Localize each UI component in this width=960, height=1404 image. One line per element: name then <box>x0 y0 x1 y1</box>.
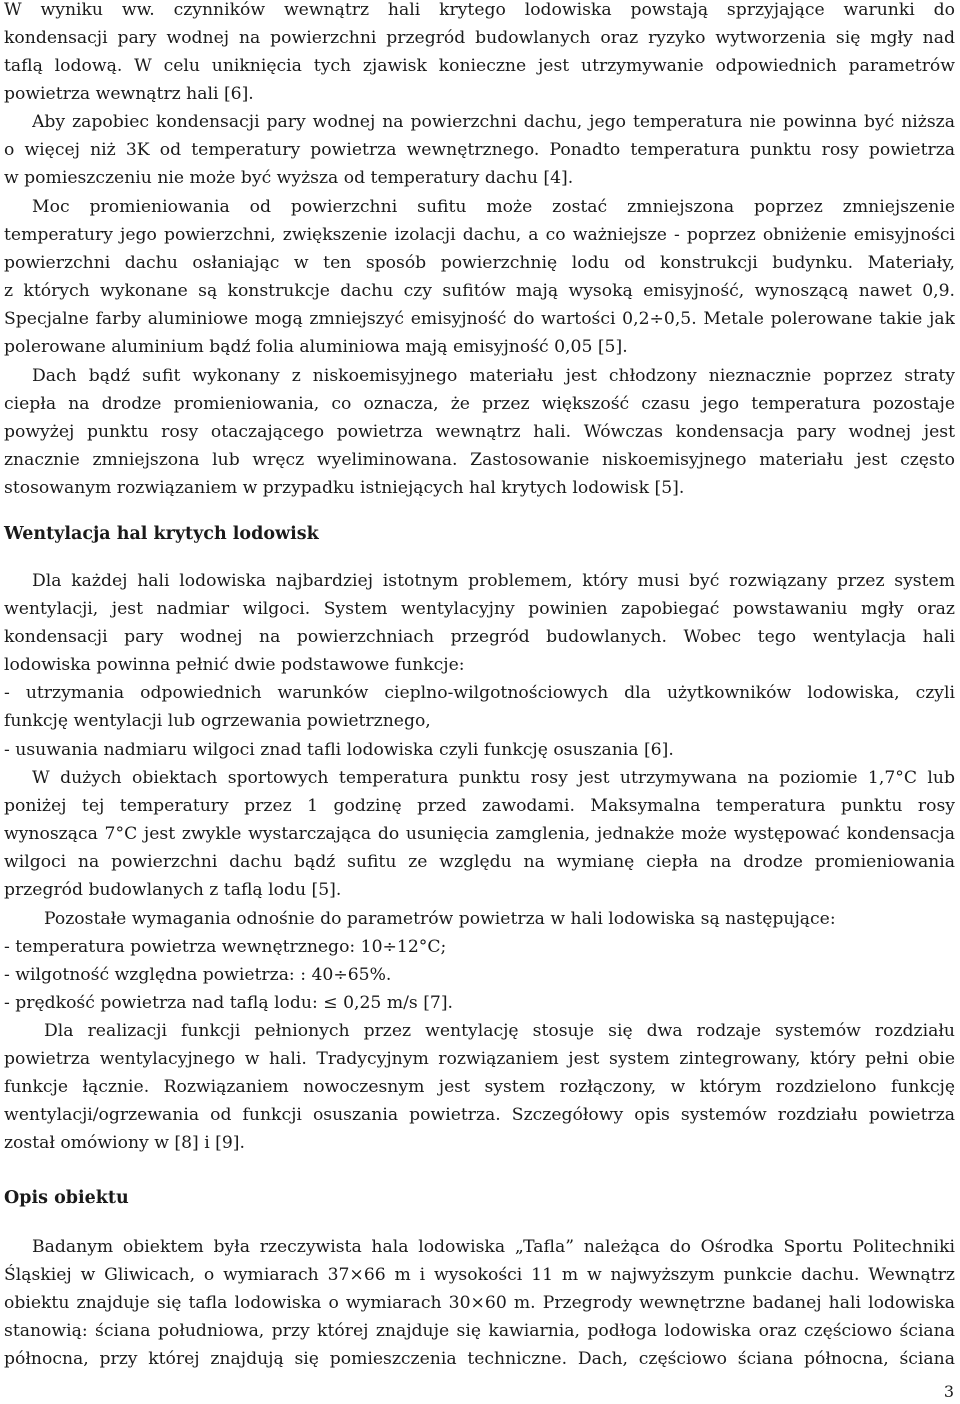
text-line: - temperatura powietrza wewnętrznego: 10÷12°C; <box>4 937 447 957</box>
text-line: funkcje łącznie. Rozwiązaniem nowoczesnym jest system rozłączony, w którym rozdzielono funkcję <box>4 1077 955 1097</box>
text-line: obiektu znajduje się tafla lodowiska o wymiarach 30×60 m. Przegrody wewnętrzne badanej hali lodowiska <box>4 1293 955 1313</box>
text-line: funkcję wentylacji lub ogrzewania powietrznego, <box>4 711 431 731</box>
text-line: został omówiony w [8] i [9]. <box>4 1133 245 1153</box>
text-line: polerowane aluminium bądź folia aluminiowa mają emisyjność 0,05 [5]. <box>4 337 628 357</box>
text-line: W dużych obiektach sportowych temperatura punktu rosy jest utrzymywana na poziomie 1,7°C lub <box>32 768 955 788</box>
text-line: - usuwania nadmiaru wilgoci znad tafli lodowiska czyli funkcję osuszania [6]. <box>4 740 674 760</box>
text-line: Specjalne farby aluminiowe mogą zmniejszyć emisyjność do wartości 0,2÷0,5. Metale polerowane takie jak <box>4 309 955 329</box>
text-line: Dla każdej hali lodowiska najbardziej istotnym problemem, który musi być rozwiązany przez system <box>32 571 955 591</box>
text-line: przegród budowlanych z taflą lodu [5]. <box>4 880 342 900</box>
section-heading-ventilation: Wentylacja hal krytych lodowisk <box>4 524 319 544</box>
text-line: taflą lodową. W celu uniknięcia tych zjawisk konieczne jest utrzymywanie odpowiednich parametrów <box>4 56 955 76</box>
page-number: 3 <box>943 1382 954 1401</box>
text-line: wentylacji/ogrzewania od funkcji osuszania powietrza. Szczegółowy opis systemów rozdziału powietrza <box>4 1105 955 1125</box>
text-line: północna, przy której znajdują się pomieszczenia techniczne. Dach, częściowo ściana północna, ściana <box>4 1349 955 1369</box>
text-line: kondensacji pary wodnej na powierzchni przegród budowlanych oraz ryzyko wytworzenia się mgły nad <box>4 28 955 48</box>
text-line: wentylacji, jest nadmiar wilgoci. System wentylacyjny powinien zapobiegać powstawaniu mgły oraz <box>4 599 955 619</box>
text-line: - prędkość powietrza nad taflą lodu: ≤ 0,25 m/s [7]. <box>4 993 454 1013</box>
text-line: stosowanym rozwiązaniem w przypadku istniejących hal krytych lodowisk [5]. <box>4 478 685 498</box>
text-line: poniżej tej temperatury przez 1 godzinę przed zawodami. Maksymalna temperatura punktu rosy <box>4 796 955 816</box>
text-line: Moc promieniowania od powierzchni sufitu może zostać zmniejszona poprzez zmniejszenie <box>32 197 955 217</box>
text-line: wilgoci na powierzchni dachu bądź sufitu ze względu na wymianę ciepła na drodze promieniowania <box>4 852 955 872</box>
text-line: Badanym obiektem była rzeczywista hala lodowiska „Tafla” należąca do Ośrodka Sportu Politechniki <box>32 1237 955 1257</box>
text-line: powyżej punktu rosy otaczającego powietrza wewnątrz hali. Wówczas kondensacja pary wodnej jest <box>4 422 955 442</box>
text-line: temperatury jego powierzchni, zwiększenie izolacji dachu, a co ważniejsze - poprzez obniżenie emisyjności <box>4 225 955 245</box>
text-line: ciepła na drodze promieniowania, co oznacza, że przez większość czasu jego temperatura pozostaje <box>4 394 955 414</box>
text-line: Dla realizacji funkcji pełnionych przez wentylację stosuje się dwa rodzaje systemów rozdziału <box>44 1021 955 1041</box>
text-line: z których wykonane są konstrukcje dachu czy sufitów mają wysoką emisyjność, wynoszącą nawet 0,9. <box>4 281 955 301</box>
text-line: - wilgotność względna powietrza: : 40÷65%. <box>4 965 392 985</box>
text-line: znacznie zmniejszona lub wręcz wyeliminowana. Zastosowanie niskoemisyjnego materiału jest często <box>4 450 955 470</box>
text-line: wynosząca 7°C jest zwykle wystarczająca do usunięcia zamglenia, jednakże może występować kondensacja <box>4 824 955 844</box>
text-line: powierzchni dachu osłaniając w ten sposób powierzchnię lodu od konstrukcji budynku. Materiały, <box>4 253 955 273</box>
text-line: Śląskiej w Gliwicach, o wymiarach 37×66 m i wysokości 11 m w najwyższym punkcie dachu. Wewnątrz <box>4 1265 955 1285</box>
text-line: Dach bądź sufit wykonany z niskoemisyjnego materiału jest chłodzony nieznacznie poprzez straty <box>32 366 955 386</box>
section-heading-object: Opis obiektu <box>4 1188 129 1208</box>
text-line: - utrzymania odpowiednich warunków cieplno-wilgotnościowych dla użytkowników lodowiska, czyli <box>4 683 955 703</box>
text-line: w pomieszczeniu nie może być wyższa od temperatury dachu [4]. <box>4 168 574 188</box>
text-line: o więcej niż 3K od temperatury powietrza wewnętrznego. Ponadto temperatura punktu rosy powietrza <box>4 140 955 160</box>
text-line: Pozostałe wymagania odnośnie do parametrów powietrza w hali lodowiska są następujące: <box>44 909 836 929</box>
text-line: W wyniku ww. czynników wewnątrz hali krytego lodowiska powstają sprzyjające warunki do <box>4 0 955 20</box>
text-line: powietrza wentylacyjnego w hali. Tradycyjnym rozwiązaniem jest system zintegrowany, który pełni obie <box>4 1049 955 1069</box>
text-line: Aby zapobiec kondensacji pary wodnej na powierzchni dachu, jego temperatura nie powinna być niższa <box>32 112 955 132</box>
text-line: powietrza wewnątrz hali [6]. <box>4 84 254 104</box>
text-line: stanowią: ściana południowa, przy której znajduje się kawiarnia, podłoga lodowiska oraz częściowo ściana <box>4 1321 955 1341</box>
text-line: kondensacji pary wodnej na powierzchniach przegród budowlanych. Wobec tego wentylacja hali <box>4 627 955 647</box>
text-line: lodowiska powinna pełnić dwie podstawowe funkcje: <box>4 655 465 675</box>
